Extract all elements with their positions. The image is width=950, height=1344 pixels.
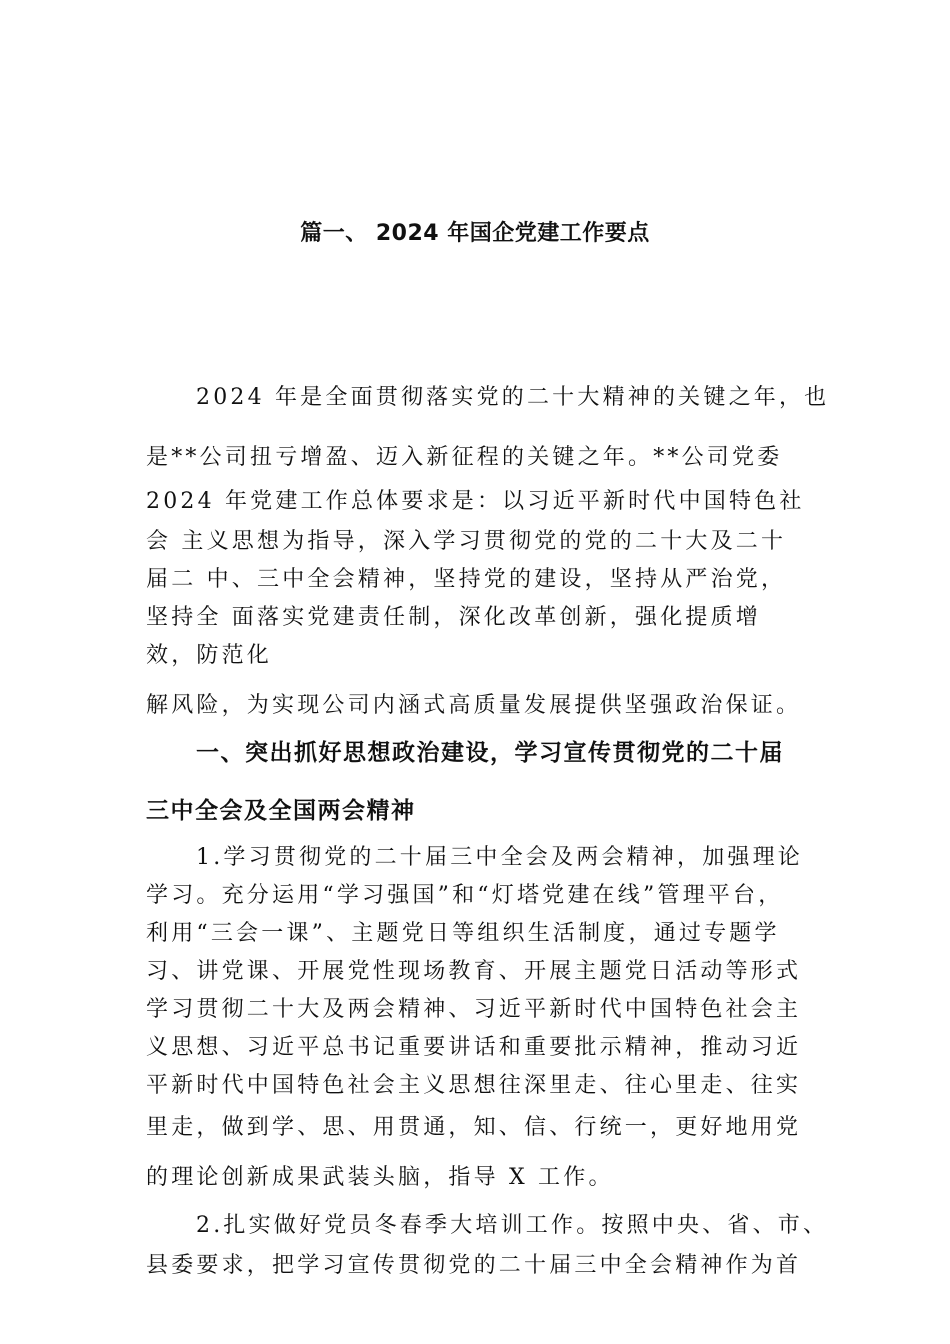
- intro-line: 2024 年党建工作总体要求是：以习近平新时代中国特色社: [146, 489, 805, 514]
- intro-line: 届二 中、三中全会精神，坚持党的建设，坚持从严治党，: [146, 567, 787, 592]
- intro-line: 2024 年是全面贯彻落实党的二十大精神的关键之年，也: [196, 385, 830, 410]
- item-1-line: 义思想、习近平总书记重要讲话和重要批示精神，推动习近: [146, 1035, 802, 1060]
- section-heading-line: 一、突出抓好思想政治建设，学习宣传贯彻党的二十届: [196, 740, 784, 766]
- item-1-line: 平新时代中国特色社会主义思想往深里走、往心里走、往实: [146, 1073, 802, 1098]
- item-1-line: 1.学习贯彻党的二十届三中全会及两会精神，加强理论: [196, 845, 803, 870]
- item-2-line: 2.扎实做好党员冬春季大培训工作。按照中央、省、市、: [196, 1213, 829, 1238]
- section-heading-line: 三中全会及全国两会精神: [146, 798, 416, 824]
- item-2-line: 县委要求，把学习宣传贯彻党的二十届三中全会精神作为首: [146, 1253, 802, 1278]
- intro-line: 效，防范化: [146, 643, 273, 668]
- item-1-line: 的理论创新成果武装头脑，指导 X 工作。: [146, 1165, 614, 1190]
- intro-line: 是**公司扭亏增盈、迈入新征程的关键之年。**公司党委: [146, 445, 783, 470]
- document-title: 篇一、 2024 年国企党建工作要点: [300, 221, 650, 246]
- item-1-line: 学习贯彻二十大及两会精神、习近平新时代中国特色社会主: [146, 997, 802, 1022]
- intro-line: 坚持全 面落实党建责任制，深化改革创新，强化提质增: [146, 605, 761, 630]
- item-1-line: 里走，做到学、思、用贯通，知、信、行统一，更好地用党: [146, 1115, 802, 1140]
- item-1-line: 利用“三会一课”、主题党日等组织生活制度，通过专题学: [146, 921, 780, 946]
- intro-line: 解风险，为实现公司内涵式高质量发展提供坚强政治保证。: [146, 693, 802, 718]
- intro-line: 会 主义思想为指导，深入学习贯彻党的党的二十大及二十: [146, 529, 787, 554]
- item-1-line: 学习。充分运用“学习强国”和“灯塔党建在线”管理平台，: [146, 883, 784, 908]
- item-1-line: 习、讲党课、开展党性现场教育、开展主题党日活动等形式: [146, 959, 802, 984]
